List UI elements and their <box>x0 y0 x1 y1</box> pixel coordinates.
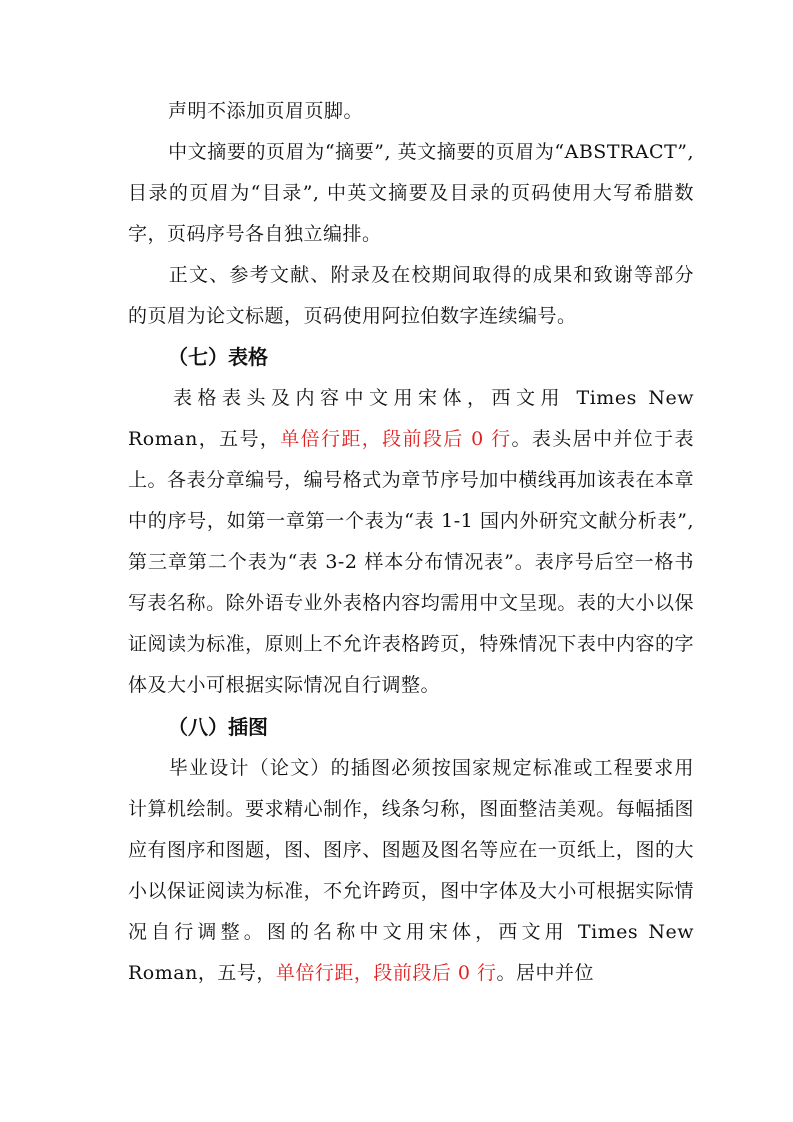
section-heading-tables: （七）表格 <box>168 345 268 369</box>
paragraph-text: 声明不添加页眉页脚。 <box>168 100 364 122</box>
paragraph-body-header <box>128 255 694 337</box>
paragraph-abstract-header <box>128 132 694 255</box>
paragraph-text: 。居中并位 <box>496 962 595 984</box>
paragraph-figure-format <box>128 748 694 994</box>
paragraph-header-footer-note <box>128 91 694 132</box>
highlighted-text: 单倍行距，段前段后 0 行 <box>275 962 497 984</box>
highlighted-text: 单倍行距，段前段后 0 行 <box>280 428 512 450</box>
paragraph-text: 毕业设计（论文）的插图必须按国家规定标准或工程要求用计算机绘制。要求精心制作，线条匀称，图面整洁美观。每幅插图应有图序和图题，图、图序、图题及图名等应在一页纸上，图的大小以保证阅读为标准，不允许跨页，图中字体及大小可根据实际情况自行调整。图的名称中文用宋体，西文用 Times New Roman，五号， <box>128 757 694 984</box>
paragraph-text: 正文、参考文献、附录及在校期间取得的成果和致谢等部分的页眉为论文标题，页码使用阿拉伯数字连续编号。 <box>128 264 694 327</box>
paragraph-table-format <box>128 378 694 706</box>
paragraph-text: 。表头居中并位于表上。各表分章编号，编号格式为章节序号加中横线再加该表在本章中的序号，如第一章第一个表为“表 1-1 国内外研究文献分析表”, 第三章第二个表为“表 3-2 样本分布情况表”。表序号后空一格书写表名称。除外语专业外表格内容均需用中文呈现。表的大小以保证阅读为标准，原则上不允许表格跨页，特殊情况下表中内容的字体及大小可根据实际情况自行调整。 <box>128 428 695 696</box>
paragraph-text: 中文摘要的页眉为“摘要”, 英文摘要的页眉为“ABSTRACT”, 目录的页眉为“目录”, 中英文摘要及目录的页码使用大写希腊数字，页码序号各自独立编排。 <box>128 141 694 245</box>
paragraph-text: 表格表头及内容中文用宋体，西文用 Times New Roman，五号， <box>128 387 694 450</box>
section-heading-figures: （八）插图 <box>168 715 268 739</box>
